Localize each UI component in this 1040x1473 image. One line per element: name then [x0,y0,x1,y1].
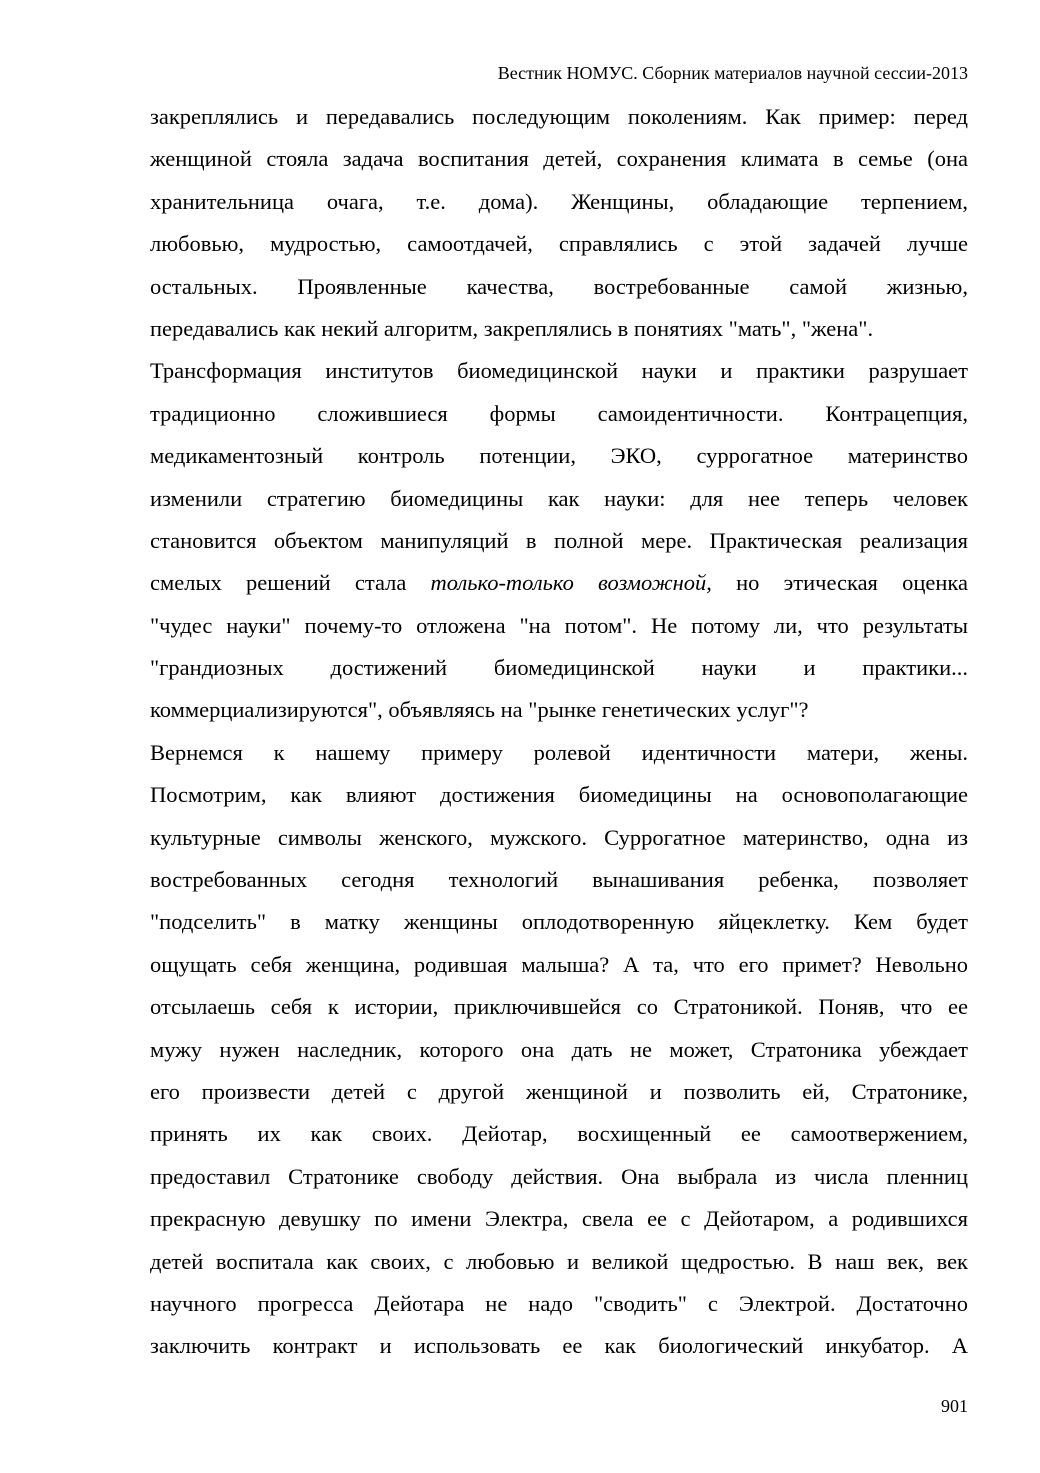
text-line: остальных. Проявленные качества, востребованные самой жизнью, [150,273,968,299]
text-line: женщиной стояла задача воспитания детей, сохранения климата в семье (она [150,146,968,172]
italic-phrase: только-только возможной, [430,570,712,596]
text-line: прекрасную девушку по имени Электра, свела ее с Дейотаром, а родившихся [150,1206,968,1232]
text-line: "грандиозных достижений биомедицинской науки и практики... [150,655,968,681]
text-line [150,562,968,604]
text-line: ощущать себя женщина, родившая малыша? А та, что его примет? Невольно [150,951,968,977]
text-line: передавались как некий алгоритм, закреплялись в понятиях "мать", "жена". [150,315,874,341]
text-line: Трансформация институтов биомедицинской науки и практики разрушает [150,358,968,384]
text-line: коммерциализируются", объявляясь на "рынке генетических услуг"? [150,697,809,723]
text-line: Вернемся к нашему примеру ролевой идентичности матери, жены. [150,739,968,765]
text-line: предоставил Стратонике свободу действия. Она выбрала из числа пленниц [150,1163,968,1189]
text-line: заключить контракт и использовать ее как биологический инкубатор. А [150,1333,968,1359]
text-line: Посмотрим, как влияют достижения биомедицины на основополагающие [150,782,968,808]
text-line: принять их как своих. Дейотар, восхищенный ее самоотвержением, [150,1121,968,1147]
text-line: становится объектом манипуляций в полной мере. Практическая реализация [150,527,968,553]
text-line: культурные символы женского, мужского. Суррогатное материнство, одна из [150,824,968,850]
text-line: любовью, мудростью, самоотдачей, справлялись с этой задачей лучше [150,231,968,257]
text-line: "подселить" в матку женщины оплодотворенную яйцеклетку. Кем будет [150,909,968,935]
page-number: 901 [941,1396,968,1416]
text-line: его произвести детей с другой женщиной и позволить ей, Стратонике, [150,1078,968,1104]
text-run: но этическая оценка [711,570,968,596]
text-line: мужу нужен наследник, которого она дать не может, Стратоника убеждает [150,1036,968,1062]
text-line: закреплялись и передавались последующим поколениям. Как пример: перед [150,104,968,129]
text-line: детей воспитала как своих, с любовью и великой щедростью. В наш век, век [150,1248,968,1274]
running-header: Вестник НОМУС. Сборник материалов научной сессии-2013 [497,63,968,83]
text-line: научного прогресса Дейотара не надо "сводить" с Электрой. Достаточно [150,1290,968,1316]
text-line: изменили стратегию биомедицины как науки: для нее теперь человек [150,485,968,511]
text-line: медикаментозный контроль потенции, ЭКО, суррогатное материнство [150,443,968,469]
text-line: хранительница очага, т.е. дома). Женщины, обладающие терпением, [150,188,968,214]
text-line: отсылаешь себя к истории, приключившейся со Стратоникой. Поняв, что ее [150,994,968,1020]
body-text [150,96,968,1368]
text-line: традиционно сложившиеся формы самоидентичности. Контрацепция, [150,400,968,426]
text-run: смелых решений стала [150,570,431,596]
text-line: "чудес науки" почему-то отложена "на потом". Не потому ли, что результаты [150,612,968,638]
text-line: востребованных сегодня технологий вынашивания ребенка, позволяет [150,867,968,893]
